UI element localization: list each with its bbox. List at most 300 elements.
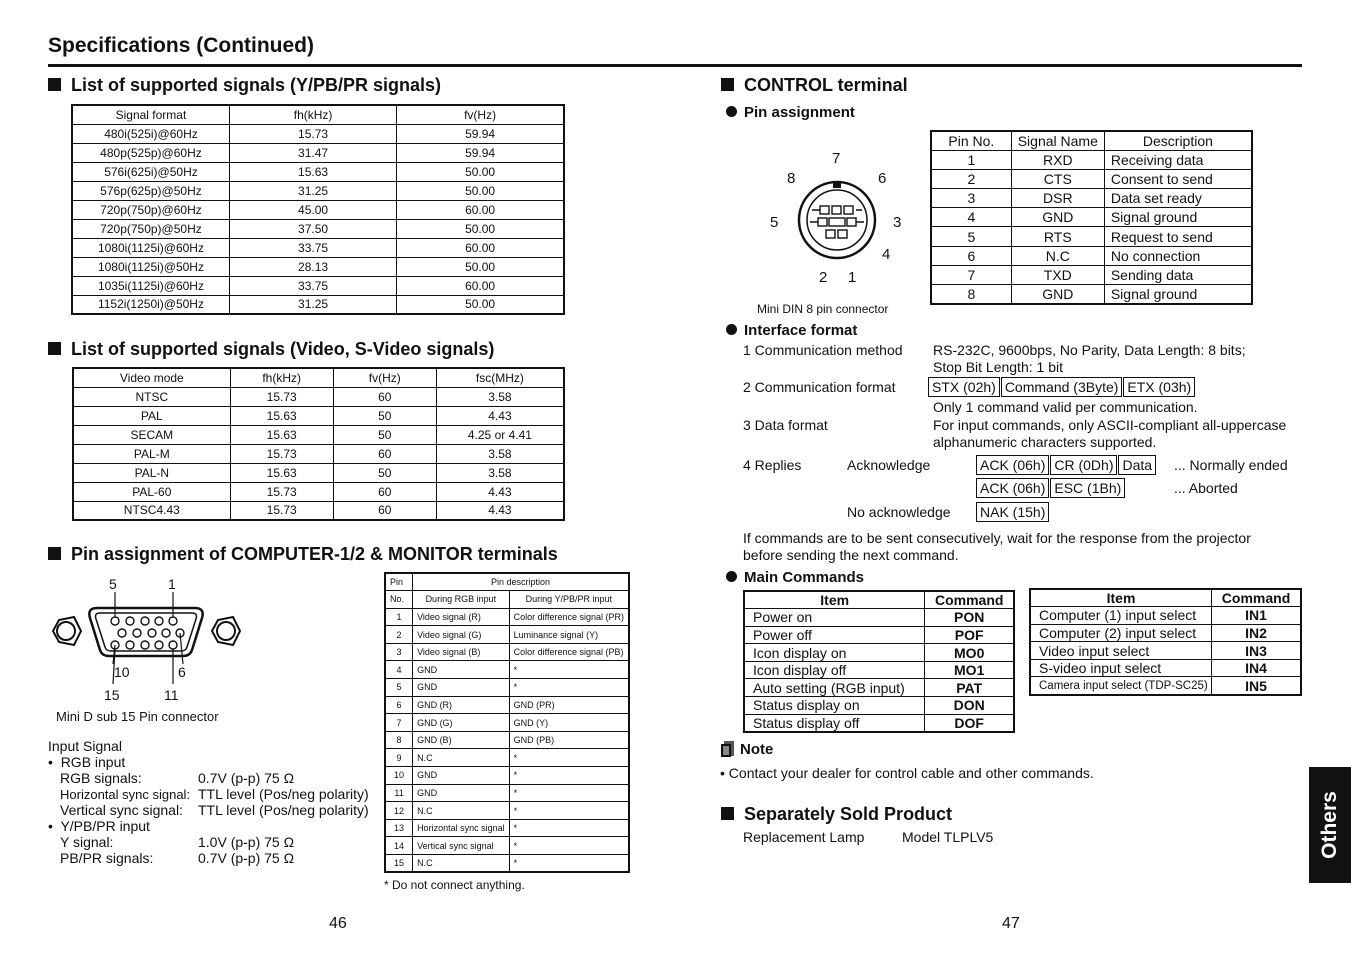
table-row [73,482,564,501]
table-header-row [744,591,1014,609]
table-header-row [72,105,564,124]
table-cell: 50 [333,463,436,482]
table-cell: 1080i(1125i)@60Hz [72,238,229,257]
table-row [1030,624,1301,642]
pin-label: 1 [168,576,176,592]
interface-format-heading: Interface format [726,322,857,339]
table-cell: RTS [1011,227,1104,246]
table-header-row [1030,589,1301,607]
table-cell: 60 [333,482,436,501]
table-cell: Color difference signal (PR) [509,608,629,626]
table-cell: GND (R) [413,696,510,714]
table-cell: Video input select [1030,642,1212,660]
table-cell: GND (Y) [509,714,629,732]
table-cell: 720p(750p)@50Hz [72,219,229,238]
dsub-connector-label: Mini D sub 15 Pin connector [56,709,219,724]
table-cell: Request to send [1104,227,1252,246]
din-pin-label: 4 [882,246,891,263]
pin-assignment-heading: Pin assignment [726,104,855,121]
table-cell: 3 [385,643,413,661]
table-row [72,200,564,219]
table-cell: 60 [333,501,436,520]
table-cell: RXD [1011,150,1104,169]
table-cell: 8 [385,731,413,749]
table-cell: Receiving data [1104,150,1252,169]
dsub-pins [111,617,184,649]
table-cell: MO0 [925,644,1014,662]
table-cell: 14 [385,837,413,855]
table-cell: S-video input select [1030,659,1212,677]
table-cell: 4.43 [436,501,564,520]
pbpr-signals-value: 0.7V (p-p) 75 Ω [198,850,295,866]
table-cell: 31.25 [229,295,396,314]
table-row [72,162,564,181]
table-cell: 15.73 [229,124,396,143]
table-cell: 3.58 [436,463,564,482]
table-cell: 28.13 [229,257,396,276]
din-pin-label: 7 [832,150,841,167]
pin-label: 10 [114,664,130,680]
table-row [385,819,629,837]
table-row [72,276,564,295]
table-cell: GND [1011,285,1104,304]
table-row [385,679,629,697]
table-cell: 7 [931,265,1011,284]
table-cell: 10 [385,767,413,785]
table-cell: 1080i(1125i)@50Hz [72,257,229,276]
table-row [385,643,629,661]
table-cell: 2 [931,169,1011,188]
table-cell: * [509,749,629,767]
table-row [385,731,629,749]
din-connector-label: Mini DIN 8 pin connector [757,302,889,316]
table-row [744,679,1014,697]
table-cell: * [509,819,629,837]
table-cell: POF [925,626,1014,644]
table-row [931,265,1252,284]
table-cell: 1152i(1250i)@50Hz [72,295,229,314]
table-cell: Power on [744,609,925,627]
table-cell: Horizontal sync signal [413,819,510,837]
table-cell: PAT [925,679,1014,697]
table-cell: 33.75 [229,276,396,295]
comm-method-label: 1 Communication method [743,342,903,358]
table-row [72,295,564,314]
rgb-input-label: • RGB input [48,754,126,770]
table-cell: GND (B) [413,731,510,749]
table-cell: 15.63 [230,406,333,425]
table-cell: 5 [385,679,413,697]
table-row [73,387,564,406]
table-row [72,143,564,162]
table-cell: N.C [413,749,510,767]
y-signal-value: 1.0V (p-p) 75 Ω [198,834,295,850]
replies-label: 4 Replies [743,457,802,473]
table-cell: * [509,661,629,679]
table-cell: N.C [413,802,510,820]
comm-format-note: Only 1 command valid per communication. [933,399,1198,415]
table-cell: * [509,679,629,697]
section-tab-others[interactable]: Others [1309,767,1351,883]
table-cell: 4.43 [436,482,564,501]
table-cell: Vertical sync signal [413,837,510,855]
table-cell: 4.43 [436,406,564,425]
table-cell: Signal ground [1104,208,1252,227]
table-cell: 31.47 [229,143,396,162]
din-pin-label: 5 [770,214,779,231]
hsync-value: TTL level (Pos/neg polarity) [198,786,369,802]
table-cell: Video signal (R) [413,608,510,626]
table-cell: Data set ready [1104,189,1252,208]
table-row [744,714,1014,732]
din-pin-label: 3 [893,214,902,231]
dsub15-connector-diagram [45,572,250,704]
table-cell: 480p(525p)@60Hz [72,143,229,162]
table-row [744,697,1014,715]
table-cell: DSR [1011,189,1104,208]
table-cell: 15.73 [230,482,333,501]
table-cell: 50.00 [397,162,564,181]
table-cell: 1 [931,150,1011,169]
table-cell: * [509,784,629,802]
table-header-row [385,591,629,609]
column-header: Command [925,591,1014,609]
table-cell: Status display off [744,714,925,732]
table-cell: 6 [931,246,1011,265]
ack-boxes [976,455,1157,475]
hsync-label: Horizontal sync signal: [60,787,191,802]
table-cell: 50.00 [397,219,564,238]
table-row [1030,659,1301,677]
din-pin-label: 6 [878,170,887,187]
table-cell: IN1 [1212,607,1301,625]
cr-box: CR (0Dh) [1050,455,1117,475]
table-cell: 15 [385,855,413,873]
table-cell: 50.00 [397,181,564,200]
vsync-label: Vertical sync signal: [60,802,183,818]
rgb-signals-value: 0.7V (p-p) 75 Ω [198,770,295,786]
column-header: Signal Name [1011,131,1104,150]
esc-box: ESC (1Bh) [1050,478,1125,498]
table-row [72,219,564,238]
column-header: Signal format [72,105,229,124]
table-row [72,181,564,200]
table-cell: Luminance signal (Y) [509,626,629,644]
stop-bit-value: Stop Bit Length: 1 bit [933,359,1063,375]
table-cell: GND [413,679,510,697]
table-cell: 480i(525i)@60Hz [72,124,229,143]
ypbpr-heading: List of supported signals (Y/PB/PR signals) [48,75,441,96]
table-row [73,425,564,444]
rgb-signals-label: RGB signals: [60,770,142,786]
din-pin-label: 8 [787,170,796,187]
table-cell: TXD [1011,265,1104,284]
table-row [931,208,1252,227]
table-cell: 60 [333,444,436,463]
table-cell: 60 [333,387,436,406]
table-row [72,257,564,276]
table-row [385,837,629,855]
table-row [385,626,629,644]
nak-box: NAK (15h) [976,502,1049,522]
acknowledge-label: Acknowledge [847,457,931,473]
table-cell: 3 [931,189,1011,208]
comm-format-label: 2 Communication format [743,379,896,395]
table-cell: IN3 [1212,642,1301,660]
column-header: Command [1212,589,1301,607]
nak-boxes [976,502,1050,522]
table-cell: 12 [385,802,413,820]
table-cell: 1 [385,608,413,626]
table-cell: 8 [931,285,1011,304]
table-row [385,608,629,626]
column-header: Item [744,591,925,609]
table-cell: * [509,767,629,785]
note-heading: Note [740,741,774,758]
data-format-label: 3 Data format [743,417,828,433]
table-cell: * [509,837,629,855]
table-cell: Sending data [1104,265,1252,284]
note-icon [721,740,735,757]
table-row [73,463,564,482]
table-cell: 2 [385,626,413,644]
table-row [73,406,564,425]
table-row [744,661,1014,679]
video-table [72,367,565,521]
table-cell: 15.63 [230,463,333,482]
table-row [931,285,1252,304]
video-heading: List of supported signals (Video, S-Video signals) [48,339,494,360]
din-pins [818,206,856,238]
sold-heading: Separately Sold Product [721,804,952,825]
table-row [1030,642,1301,660]
table-cell: 31.25 [229,181,396,200]
table-row [931,150,1252,169]
page-number-right: 47 [1002,915,1020,932]
table-cell: MO1 [925,661,1014,679]
table-row [385,714,629,732]
table-cell: IN5 [1212,677,1301,695]
column-header: fsc(MHz) [436,368,564,387]
pin-label: 11 [164,687,179,703]
table-row [73,444,564,463]
table-row [73,501,564,520]
din-pin-label: 2 [819,269,828,286]
table-row [385,749,629,767]
din-pin-label: 1 [848,269,857,286]
pin-label: 5 [109,576,117,592]
table-row [931,227,1252,246]
stx-box: STX (02h) [928,377,1000,397]
page-number-left: 46 [329,915,347,932]
table-row [931,189,1252,208]
table-cell: 4 [931,208,1011,227]
table-cell: 50.00 [397,295,564,314]
table-cell: 3.58 [436,444,564,463]
table-cell: 37.50 [229,219,396,238]
column-header: Pin description [413,573,629,591]
table-cell: Auto setting (RGB input) [744,679,925,697]
table-cell: Status display on [744,697,925,715]
no-acknowledge-label: No acknowledge [847,504,951,520]
column-header: fh(kHz) [230,368,333,387]
note-text: • Contact your dealer for control cable and other commands. [720,765,1094,781]
table-cell: 9 [385,749,413,767]
column-header: Video mode [73,368,230,387]
table-cell: CTS [1011,169,1104,188]
ack-box: ACK (06h) [976,455,1049,475]
table-header-row [385,573,629,591]
table-cell: Icon display on [744,644,925,662]
commands-table-right [1029,588,1302,696]
column-header: Pin [385,573,413,591]
table-cell: GND [1011,208,1104,227]
table-cell: 50 [333,406,436,425]
control-pin-table [930,130,1253,305]
aborted-label: ... Aborted [1174,480,1238,496]
data-box: Data [1118,455,1156,475]
table-cell: IN4 [1212,659,1301,677]
table-row [385,696,629,714]
table-cell: 576p(625p)@50Hz [72,181,229,200]
column-header: Pin No. [931,131,1011,150]
commands-table-left [743,590,1015,733]
table-cell: 45.00 [229,200,396,219]
table-cell: 6 [385,696,413,714]
main-commands-heading: Main Commands [726,569,864,586]
table-cell: Power off [744,626,925,644]
table-row [744,626,1014,644]
table-cell: 576i(625i)@50Hz [72,162,229,181]
table-row [744,609,1014,627]
table-cell: 60.00 [397,276,564,295]
table-cell: Consent to send [1104,169,1252,188]
table-cell: GND (PB) [509,731,629,749]
mini-din-connector-diagram [790,170,890,270]
data-format-value-2: alphanumeric characters supported. [933,434,1157,450]
column-header: fv(Hz) [333,368,436,387]
table-cell: DOF [925,714,1014,732]
table-cell: PON [925,609,1014,627]
table-cell: NTSC [73,387,230,406]
column-header: Item [1030,589,1212,607]
table-row [72,238,564,257]
table-cell: DON [925,697,1014,715]
table-cell: 60.00 [397,238,564,257]
comm-format-boxes [928,377,1196,397]
table-cell: Icon display off [744,661,925,679]
normally-ended-label: ... Normally ended [1174,457,1288,473]
table-cell: 1035i(1125i)@60Hz [72,276,229,295]
table-row [1030,677,1301,695]
comm-method-value: RS-232C, 9600bps, No Parity, Data Length: 8 bits; [933,342,1246,358]
table-cell: 5 [931,227,1011,246]
abort-boxes [976,478,1126,498]
ypbpr-table [71,104,565,315]
table-cell: 33.75 [229,238,396,257]
table-cell: Video signal (G) [413,626,510,644]
table-cell: Video signal (B) [413,643,510,661]
table-cell: PAL-N [73,463,230,482]
table-cell: 13 [385,819,413,837]
table-cell: 11 [385,784,413,802]
table-cell: Color difference signal (PB) [509,643,629,661]
consecutive-note: If commands are to be sent consecutively, wait for the response from the projector [743,530,1251,546]
computer-heading: Pin assignment of COMPUTER-1/2 & MONITOR terminals [48,544,558,565]
table-cell: Camera input select (TDP-SC25) [1030,677,1212,695]
table-cell: PAL-60 [73,482,230,501]
table-cell: 60.00 [397,200,564,219]
ack-box: ACK (06h) [976,478,1049,498]
title-rule [48,64,1302,67]
input-signal-heading: Input Signal [48,738,122,754]
sold-item: Replacement Lamp [743,829,865,845]
table-cell: 720p(750p)@60Hz [72,200,229,219]
table-cell: 7 [385,714,413,732]
pin-label: 6 [178,664,186,680]
table-cell: PAL [73,406,230,425]
table-cell: GND (PR) [509,696,629,714]
data-format-value: For input commands, only ASCII-compliant all-uppercase [933,417,1287,433]
table-cell: N.C [1011,246,1104,265]
table-cell: GND [413,784,510,802]
table-cell: SECAM [73,425,230,444]
table-cell: Computer (2) input select [1030,624,1212,642]
column-header: Description [1104,131,1252,150]
table-row [385,855,629,873]
table-cell: 4 [385,661,413,679]
table-row [385,767,629,785]
table-cell: 15.73 [230,387,333,406]
pin-label: 15 [104,687,120,703]
table-cell: N.C [413,855,510,873]
table-cell: 59.94 [397,124,564,143]
table-header-row [931,131,1252,150]
table-cell: 4.25 or 4.41 [436,425,564,444]
table-cell: 15.63 [230,425,333,444]
command-box: Command (3Byte) [1001,377,1123,397]
column-header: No. [385,591,413,609]
table-cell: 50 [333,425,436,444]
sold-model: Model TLPLV5 [902,829,994,845]
table-cell: 50.00 [397,257,564,276]
table-cell: PAL-M [73,444,230,463]
table-cell: 3.58 [436,387,564,406]
table-row [385,661,629,679]
vsync-value: TTL level (Pos/neg polarity) [198,802,369,818]
table-cell: NTSC4.43 [73,501,230,520]
table-cell: No connection [1104,246,1252,265]
pin-footnote: * Do not connect anything. [384,878,525,892]
table-row [385,784,629,802]
table-row [385,802,629,820]
table-cell: Computer (1) input select [1030,607,1212,625]
page-title: Specifications (Continued) [48,34,315,57]
table-cell: IN2 [1212,624,1301,642]
table-row [931,246,1252,265]
computer-pin-table [384,572,630,873]
pbpr-signals-label: PB/PR signals: [60,850,154,866]
y-signal-label: Y signal: [60,834,114,850]
table-cell: Signal ground [1104,285,1252,304]
table-row [931,169,1252,188]
column-header: During Y/PB/PR input [509,591,629,609]
column-header: fh(kHz) [229,105,396,124]
table-cell: 15.73 [230,444,333,463]
table-header-row [73,368,564,387]
etx-box: ETX (03h) [1123,377,1195,397]
ypbpr-input-label: • Y/PB/PR input [48,818,150,834]
